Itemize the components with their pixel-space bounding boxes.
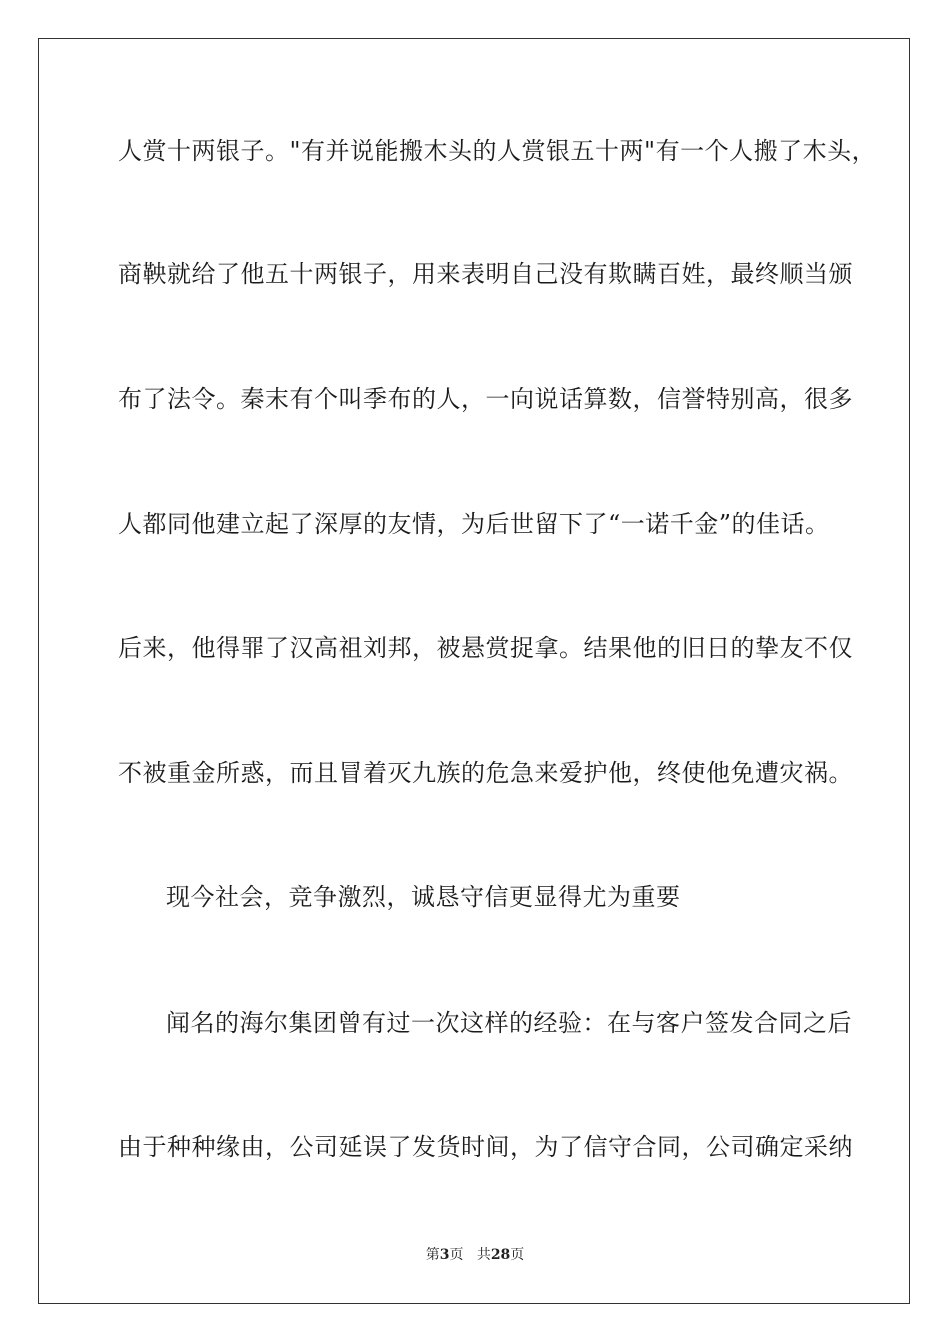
text-line-5: 后来，他得罪了汉高祖刘邦，被悬赏捉拿。结果他的旧日的挚友不仅 (118, 634, 853, 662)
page-footer (0, 1246, 950, 1264)
paragraph-start-line: 闻名的海尔集团曾有过一次这样的经验：在与客户签发合同之后 (166, 1009, 852, 1037)
page-suffix: 页 (449, 1247, 464, 1263)
text-line-6: 不被重金所惑，而且冒着灭九族的危急来爱护他，终使他免遭灾祸。 (118, 759, 853, 787)
page-border (38, 38, 910, 1304)
text-line-2: 商鞅就给了他五十两银子，用来表明自己没有欺瞒百姓，最终顺当颁 (118, 260, 853, 288)
text-line-9: 由于种种缘由，公司延误了发货时间，为了信守合同，公司确定采纳 (118, 1133, 853, 1161)
total-pages: 28 (490, 1247, 511, 1263)
paragraph-heading-line: 现今社会，竞争激烈，诚恳守信更显得尤为重要 (166, 883, 681, 911)
page-number: 3 (439, 1247, 450, 1263)
text-line-4: 人都同他建立起了深厚的友情，为后世留下了“一诺千金”的佳话。 (118, 510, 830, 538)
total-prefix: 共 (476, 1247, 491, 1263)
total-suffix: 页 (510, 1247, 525, 1263)
text-line-1: 人赏十两银子。"有并说能搬木头的人赏银五十两"有一个人搬了木头， (118, 137, 877, 165)
text-line-3: 布了法令。秦末有个叫季布的人，一向说话算数，信誉特别高，很多 (118, 385, 853, 413)
page-prefix: 第 (425, 1247, 440, 1263)
